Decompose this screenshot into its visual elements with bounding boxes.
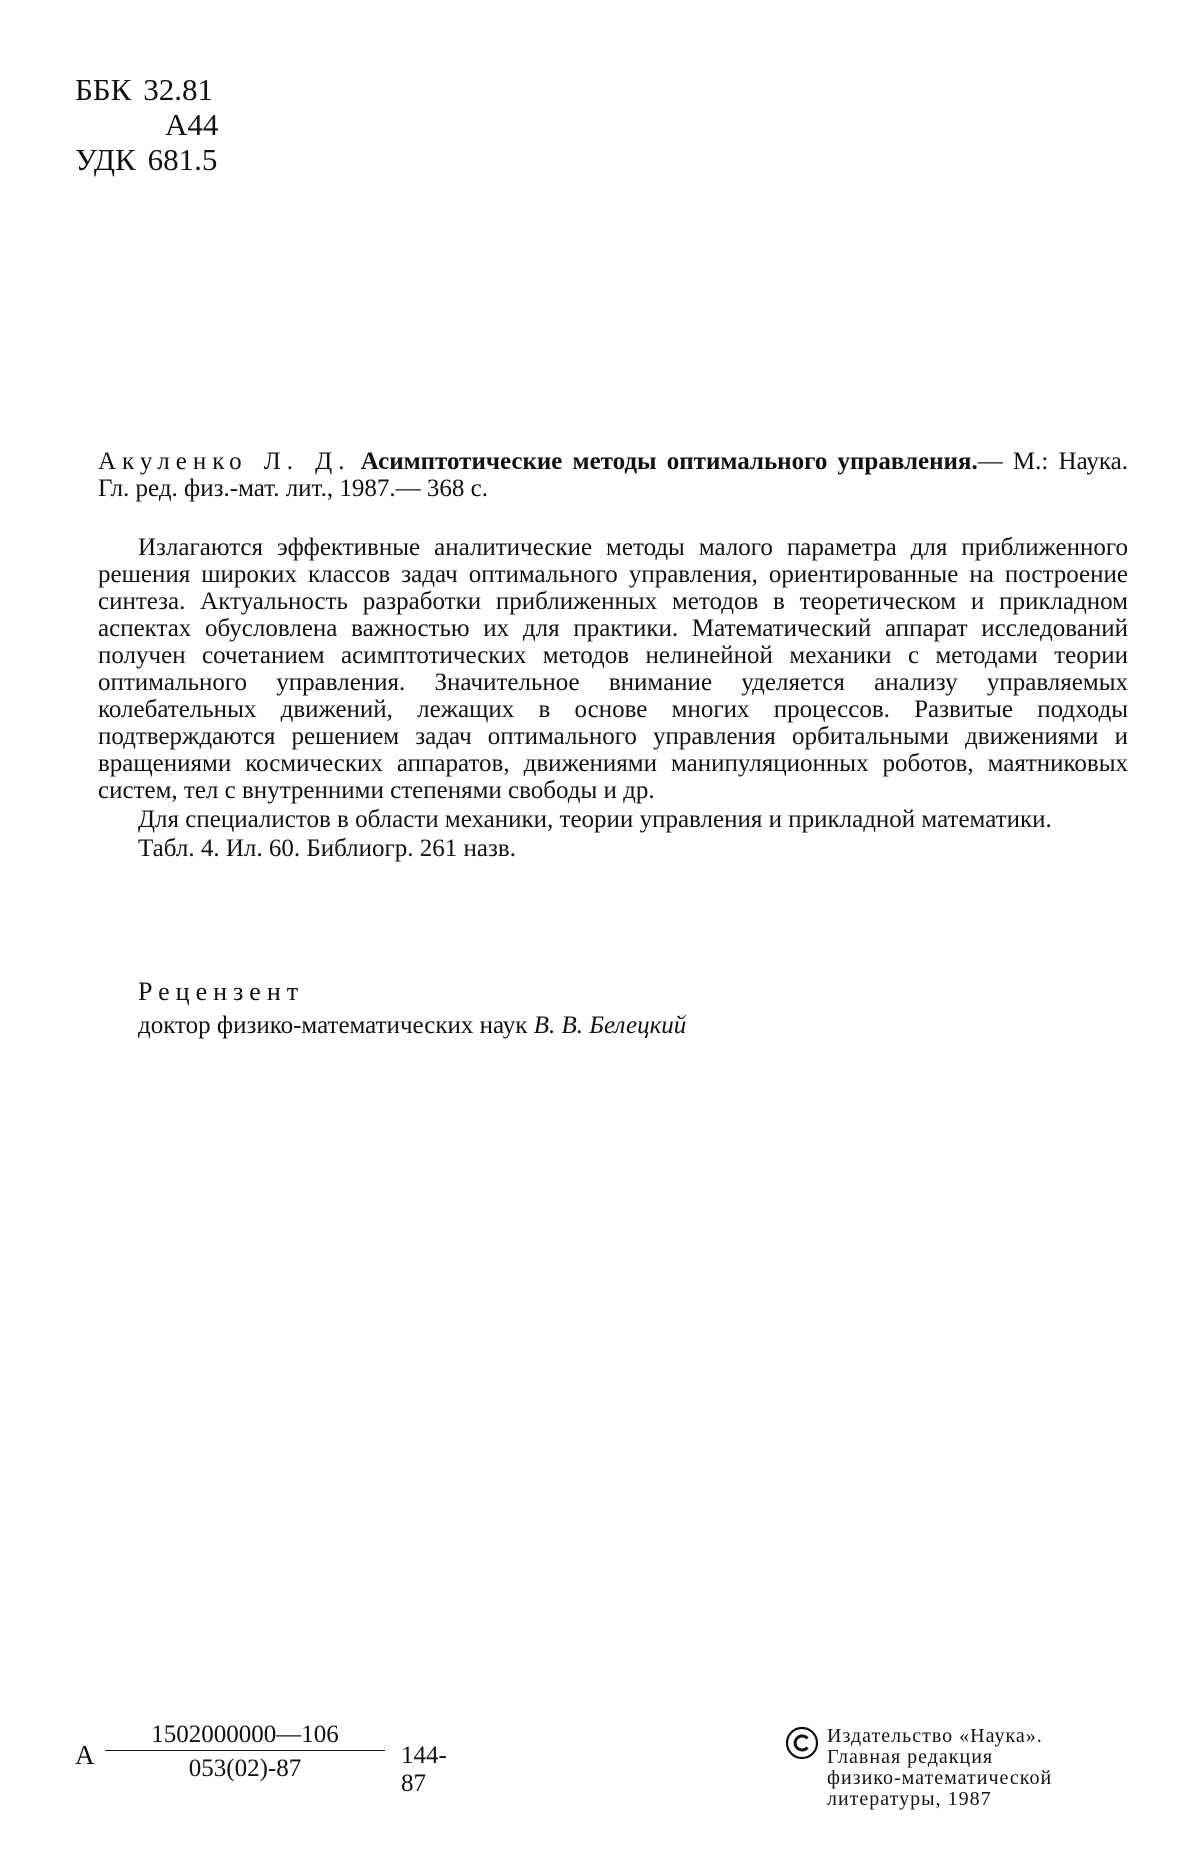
reviewer-line — [138, 1009, 686, 1043]
udk-row — [75, 142, 218, 177]
reviewer-name: В. В. Белецкий — [534, 1012, 687, 1039]
copyright-lines — [827, 1726, 1115, 1810]
reviewer-block — [138, 975, 686, 1043]
bibliographic-reference — [98, 448, 1128, 502]
copyright-line: литературы, 1987 — [827, 1789, 1115, 1810]
copyright-block — [785, 1726, 1115, 1810]
code-numerator: 1502000000—106 — [105, 1721, 385, 1751]
reviewer-heading: Рецензент — [138, 975, 686, 1009]
reference-author: Акуленко Л. Д. — [98, 448, 350, 475]
reference-title: Асимптотические методы оптимального управления. — [361, 448, 978, 475]
author-mark: А44 — [75, 107, 218, 142]
code-letter: А — [75, 1740, 95, 1771]
bbk-row — [75, 72, 218, 107]
code-denominator: 053(02)-87 — [105, 1755, 385, 1783]
annotation — [98, 534, 1128, 862]
reviewer-credentials: доктор физико-математических наук — [138, 1012, 527, 1039]
reference-imprint: — М.: Наука. Гл. ред. физ.-мат. лит., 1987.— 368 с. — [98, 448, 1128, 502]
copyright-line: физико-математической — [827, 1768, 1115, 1789]
bbk-label: ББК — [75, 72, 131, 107]
audience-paragraph: Для специалистов в области механики, теории управления и прикладной математики. — [98, 806, 1128, 833]
copyright-line: Издательство «Наука». — [827, 1726, 1115, 1747]
udk-label: УДК — [75, 142, 136, 177]
udk-code: 681.5 — [148, 142, 218, 177]
classification-block — [75, 72, 218, 177]
copyright-line: Главная редакция — [827, 1747, 1115, 1768]
copyright-icon — [785, 1726, 819, 1760]
code-suffix: 144-87 — [401, 1742, 447, 1798]
counts-paragraph: Табл. 4. Ил. 60. Библиогр. 261 назв. — [98, 835, 1128, 862]
annotation-paragraph: Излагаются эффективные аналитические методы малого параметра для приближенного решения широких классов задач оптимального управления, ориентированные на построение синтеза. Актуальность разработки приближенных методов в теоретическом и прикладном аспектах обусловлена важностью их для практики. Математический аппарат исследований получен сочетанием асимптотических методов нелинейной механики с методами теории оптимального управления. Значительное внимание уделяется анализу управляемых колебательных движений, лежащих в основе многих процессов. Развитые подходы подтверждаются решением задач оптимального управления орбитальными движениями и вращениями космических аппаратов, движениями манипуляционных роботов, маятниковых систем, тел с внутренними степенями свободы и др. — [98, 534, 1128, 804]
bbk-code: 32.81 — [143, 72, 213, 107]
publication-code — [75, 1718, 415, 1798]
